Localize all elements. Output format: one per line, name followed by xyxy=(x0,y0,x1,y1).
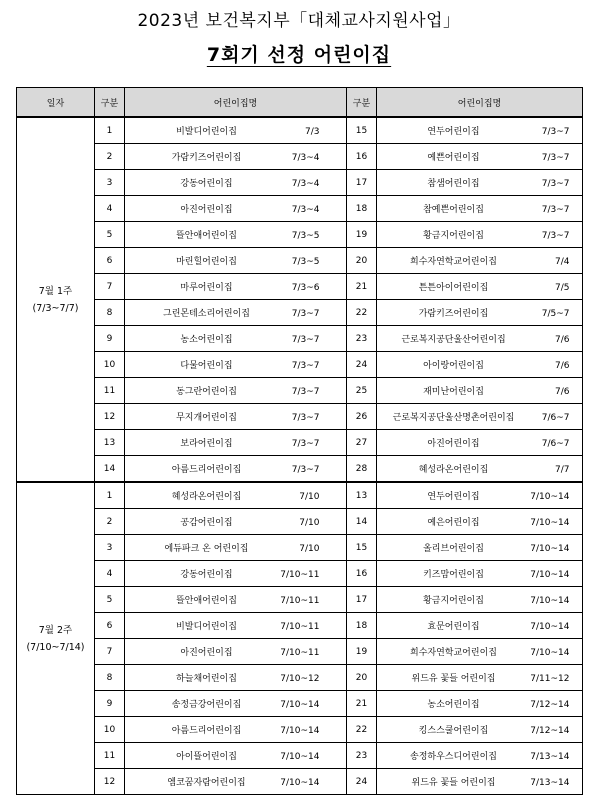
center-name-right: 재미난어린이집 xyxy=(423,387,484,397)
table-row xyxy=(17,639,583,665)
row-number-left: 11 xyxy=(95,378,125,404)
center-name-right: 참예쁜어린이집 xyxy=(423,205,484,215)
center-cell-left xyxy=(125,430,347,456)
row-number-left: 1 xyxy=(95,482,125,509)
table-row xyxy=(17,509,583,535)
center-date-right: 7/6~7 xyxy=(541,439,570,449)
center-cell-right xyxy=(377,300,583,326)
table-row xyxy=(17,561,583,587)
center-cell-left xyxy=(125,300,347,326)
center-cell-left xyxy=(125,561,347,587)
row-number-left: 8 xyxy=(95,300,125,326)
center-date-right: 7/4 xyxy=(555,257,570,267)
row-number-right: 16 xyxy=(347,144,377,170)
table-row xyxy=(17,352,583,378)
center-name-left: 뜰안애어린이집 xyxy=(176,231,237,241)
center-cell-right xyxy=(377,117,583,144)
center-date-right: 7/3~7 xyxy=(541,231,570,241)
center-name-left: 에듀파크 온 어린이집 xyxy=(164,544,249,554)
center-name-left: 비발디어린이집 xyxy=(176,622,237,632)
table-row xyxy=(17,144,583,170)
table-row xyxy=(17,535,583,561)
center-cell-left xyxy=(125,170,347,196)
document-subtitle xyxy=(0,40,598,67)
center-name-right: 혜성라온어린이집 xyxy=(418,465,489,475)
center-name-right: 올리브어린이집 xyxy=(423,544,484,554)
row-number-left: 13 xyxy=(95,430,125,456)
center-name-left: 마루어린이집 xyxy=(180,283,233,293)
center-date-left: 7/10 xyxy=(299,492,320,502)
center-date-right: 7/7 xyxy=(555,465,570,475)
center-name-left: 그린몬테소리어린이집 xyxy=(163,309,250,319)
row-number-left: 14 xyxy=(95,456,125,483)
center-date-right: 7/6 xyxy=(555,387,570,397)
center-cell-right xyxy=(377,404,583,430)
table-row xyxy=(17,613,583,639)
center-cell-left xyxy=(125,717,347,743)
center-date-left: 7/3~4 xyxy=(291,179,320,189)
center-name-right: 연두어린이집 xyxy=(427,127,480,137)
row-number-left: 10 xyxy=(95,352,125,378)
center-date-left: 7/10~14 xyxy=(280,700,320,710)
row-number-left: 4 xyxy=(95,196,125,222)
document-title: 2023년 보건복지부「대체교사지원사업」 xyxy=(137,11,461,31)
table-row xyxy=(17,691,583,717)
center-cell-right xyxy=(377,274,583,300)
center-date-left: 7/3~7 xyxy=(291,335,320,345)
center-cell-right xyxy=(377,378,583,404)
center-cell-left xyxy=(125,639,347,665)
center-date-left: 7/3~7 xyxy=(291,413,320,423)
center-date-left: 7/3 xyxy=(305,127,320,137)
row-number-right: 28 xyxy=(347,456,377,483)
table-row xyxy=(17,769,583,795)
center-cell-left xyxy=(125,404,347,430)
center-date-right: 7/12~14 xyxy=(530,700,570,710)
center-cell-right xyxy=(377,535,583,561)
center-cell-left xyxy=(125,222,347,248)
selection-table xyxy=(16,87,583,795)
center-date-right: 7/10~14 xyxy=(530,596,570,606)
center-cell-right xyxy=(377,222,583,248)
center-date-right: 7/3~7 xyxy=(541,205,570,215)
center-date-left: 7/3~4 xyxy=(291,205,320,215)
center-name-right: 예쁜어린이집 xyxy=(427,153,480,163)
center-date-right: 7/13~14 xyxy=(530,778,570,788)
center-name-right: 예은어린이집 xyxy=(427,518,480,528)
row-number-right: 17 xyxy=(347,170,377,196)
center-name-right: 위드유 꽃들 어린이집 xyxy=(411,778,496,788)
center-date-left: 7/10~11 xyxy=(280,622,320,632)
center-date-left: 7/3~6 xyxy=(291,283,320,293)
center-cell-right xyxy=(377,430,583,456)
center-date-right: 7/10~14 xyxy=(530,622,570,632)
table-row xyxy=(17,326,583,352)
week-range: (7/3~7/7) xyxy=(32,302,79,314)
row-number-right: 22 xyxy=(347,717,377,743)
center-date-left: 7/10~11 xyxy=(280,596,320,606)
center-name-left: 강동어린이집 xyxy=(180,570,233,580)
center-name-left: 가람키즈어린이집 xyxy=(171,153,242,163)
center-name-left: 엠코꿈자람어린이집 xyxy=(167,778,246,788)
center-cell-left xyxy=(125,144,347,170)
center-name-right: 효문어린이집 xyxy=(427,622,480,632)
center-name-left: 무지개어린이집 xyxy=(176,413,237,423)
row-number-left: 12 xyxy=(95,769,125,795)
center-name-left: 아름드리어린이집 xyxy=(171,465,242,475)
row-number-left: 2 xyxy=(95,144,125,170)
center-cell-left xyxy=(125,378,347,404)
table-body xyxy=(17,117,583,795)
center-cell-right xyxy=(377,170,583,196)
row-number-right: 20 xyxy=(347,248,377,274)
header-category-1: 구분 xyxy=(95,88,125,118)
center-cell-right xyxy=(377,561,583,587)
center-cell-left xyxy=(125,326,347,352)
table-row xyxy=(17,248,583,274)
center-cell-left xyxy=(125,456,347,483)
center-cell-left xyxy=(125,665,347,691)
center-name-right: 튼튼아이어린이집 xyxy=(418,283,489,293)
center-cell-left xyxy=(125,535,347,561)
center-date-left: 7/10~11 xyxy=(280,570,320,580)
center-date-left: 7/10~11 xyxy=(280,648,320,658)
center-name-right: 아이랑어린이집 xyxy=(423,361,484,371)
center-cell-right xyxy=(377,482,583,509)
table-row xyxy=(17,378,583,404)
center-date-left: 7/10~14 xyxy=(280,726,320,736)
table-row xyxy=(17,300,583,326)
center-name-right: 황금지어린이집 xyxy=(423,231,484,241)
table-row xyxy=(17,430,583,456)
center-cell-right xyxy=(377,509,583,535)
center-date-right: 7/12~14 xyxy=(530,726,570,736)
table-row xyxy=(17,743,583,769)
row-number-right: 15 xyxy=(347,535,377,561)
row-number-right: 15 xyxy=(347,117,377,144)
table-row xyxy=(17,587,583,613)
header-category-2: 구분 xyxy=(347,88,377,118)
row-number-right: 18 xyxy=(347,613,377,639)
center-date-right: 7/3~7 xyxy=(541,179,570,189)
table-row xyxy=(17,222,583,248)
center-name-left: 아이뜰어린이집 xyxy=(176,752,237,762)
row-number-right: 18 xyxy=(347,196,377,222)
center-date-left: 7/3~7 xyxy=(291,387,320,397)
center-name-right: 근로복지공단울산명촌어린이집 xyxy=(392,413,515,423)
row-number-right: 16 xyxy=(347,561,377,587)
center-date-left: 7/3~7 xyxy=(291,309,320,319)
row-number-right: 26 xyxy=(347,404,377,430)
center-name-right: 송정하우스디어린이집 xyxy=(410,752,497,762)
week-range: (7/10~7/14) xyxy=(26,641,85,653)
center-name-left: 비발디어린이집 xyxy=(176,127,237,137)
center-name-right: 참샘어린이집 xyxy=(427,179,480,189)
center-date-right: 7/13~14 xyxy=(530,752,570,762)
row-number-left: 6 xyxy=(95,613,125,639)
row-number-right: 19 xyxy=(347,222,377,248)
center-name-left: 농소어린이집 xyxy=(180,335,233,345)
center-cell-right xyxy=(377,456,583,483)
center-date-left: 7/3~5 xyxy=(291,257,320,267)
center-cell-right xyxy=(377,144,583,170)
row-number-left: 12 xyxy=(95,404,125,430)
center-cell-right xyxy=(377,691,583,717)
subtitle-text: 7회기 선정 어린이집 xyxy=(206,44,392,66)
center-date-left: 7/3~4 xyxy=(291,153,320,163)
table-row xyxy=(17,117,583,144)
center-cell-left xyxy=(125,691,347,717)
center-cell-right xyxy=(377,639,583,665)
center-date-right: 7/10~14 xyxy=(530,518,570,528)
row-number-right: 14 xyxy=(347,509,377,535)
row-number-right: 21 xyxy=(347,691,377,717)
center-cell-right xyxy=(377,717,583,743)
center-cell-left xyxy=(125,352,347,378)
row-number-left: 1 xyxy=(95,117,125,144)
center-name-right: 키즈맘어린이집 xyxy=(423,570,484,580)
center-name-left: 다물어린이집 xyxy=(180,361,233,371)
center-date-right: 7/5~7 xyxy=(541,309,570,319)
center-name-right: 황금지어린이집 xyxy=(423,596,484,606)
center-name-left: 뜰안애어린이집 xyxy=(176,596,237,606)
center-cell-left xyxy=(125,587,347,613)
row-number-left: 8 xyxy=(95,665,125,691)
header-name-1: 어린이집명 xyxy=(125,88,347,118)
center-date-right: 7/3~7 xyxy=(541,127,570,137)
center-date-right: 7/5 xyxy=(555,283,570,293)
table-row xyxy=(17,404,583,430)
row-number-right: 25 xyxy=(347,378,377,404)
header-date: 일자 xyxy=(17,88,95,118)
center-name-left: 동그란어린이집 xyxy=(176,387,237,397)
center-date-right: 7/6 xyxy=(555,361,570,371)
row-number-left: 9 xyxy=(95,691,125,717)
row-number-right: 22 xyxy=(347,300,377,326)
row-number-right: 19 xyxy=(347,639,377,665)
center-name-right: 아진어린이집 xyxy=(427,439,480,449)
center-name-left: 송정금강어린이집 xyxy=(171,700,242,710)
center-cell-left xyxy=(125,117,347,144)
table-row xyxy=(17,482,583,509)
center-cell-left xyxy=(125,196,347,222)
center-date-left: 7/10 xyxy=(299,544,320,554)
center-date-left: 7/10~14 xyxy=(280,752,320,762)
center-cell-left xyxy=(125,769,347,795)
center-cell-right xyxy=(377,196,583,222)
center-date-right: 7/10~14 xyxy=(530,570,570,580)
center-name-left: 보라어린이집 xyxy=(180,439,233,449)
week-cell xyxy=(17,117,95,482)
center-cell-right xyxy=(377,587,583,613)
row-number-left: 7 xyxy=(95,639,125,665)
center-date-right: 7/10~14 xyxy=(530,492,570,502)
row-number-right: 24 xyxy=(347,769,377,795)
center-name-right: 킹스스쿨어린이집 xyxy=(418,726,489,736)
table-row xyxy=(17,665,583,691)
row-number-left: 10 xyxy=(95,717,125,743)
center-cell-right xyxy=(377,743,583,769)
center-date-right: 7/6~7 xyxy=(541,413,570,423)
center-cell-left xyxy=(125,274,347,300)
row-number-left: 6 xyxy=(95,248,125,274)
row-number-left: 11 xyxy=(95,743,125,769)
row-number-right: 20 xyxy=(347,665,377,691)
table-row xyxy=(17,456,583,483)
center-cell-right xyxy=(377,769,583,795)
center-cell-left xyxy=(125,482,347,509)
week-label: 7월 2주 xyxy=(38,624,73,636)
center-cell-left xyxy=(125,509,347,535)
center-name-left: 아름드리어린이집 xyxy=(171,726,242,736)
row-number-left: 3 xyxy=(95,170,125,196)
center-name-left: 아진어린이집 xyxy=(180,205,233,215)
week-label: 7월 1주 xyxy=(38,285,73,297)
row-number-right: 13 xyxy=(347,482,377,509)
center-cell-right xyxy=(377,326,583,352)
center-name-right: 농소어린이집 xyxy=(427,700,480,710)
center-date-right: 7/11~12 xyxy=(530,674,570,684)
center-date-left: 7/10~14 xyxy=(280,778,320,788)
center-cell-right xyxy=(377,665,583,691)
row-number-left: 5 xyxy=(95,222,125,248)
center-date-right: 7/6 xyxy=(555,335,570,345)
table-row xyxy=(17,170,583,196)
center-name-left: 아진어린이집 xyxy=(180,648,233,658)
center-date-left: 7/3~7 xyxy=(291,361,320,371)
center-date-left: 7/3~5 xyxy=(291,231,320,241)
table-row xyxy=(17,717,583,743)
row-number-right: 17 xyxy=(347,587,377,613)
center-cell-right xyxy=(377,248,583,274)
center-name-right: 위드유 꽃들 어린이집 xyxy=(411,674,496,684)
row-number-left: 4 xyxy=(95,561,125,587)
row-number-right: 27 xyxy=(347,430,377,456)
center-name-left: 혜성라온어린이집 xyxy=(171,492,242,502)
center-date-left: 7/10~12 xyxy=(280,674,320,684)
center-cell-left xyxy=(125,613,347,639)
center-date-left: 7/3~7 xyxy=(291,439,320,449)
header-name-2: 어린이집명 xyxy=(377,88,583,118)
table-row xyxy=(17,274,583,300)
center-date-right: 7/10~14 xyxy=(530,648,570,658)
center-name-right: 근로복지공단울산어린이집 xyxy=(401,335,506,345)
center-name-left: 공감어린이집 xyxy=(180,518,233,528)
table-row xyxy=(17,196,583,222)
center-name-right: 연두어린이집 xyxy=(427,492,480,502)
center-date-right: 7/3~7 xyxy=(541,153,570,163)
row-number-right: 21 xyxy=(347,274,377,300)
center-name-right: 희수자연학교어린이집 xyxy=(410,257,497,267)
row-number-left: 5 xyxy=(95,587,125,613)
center-date-left: 7/10 xyxy=(299,518,320,528)
center-name-left: 마린힐어린이집 xyxy=(176,257,237,267)
row-number-right: 24 xyxy=(347,352,377,378)
row-number-left: 3 xyxy=(95,535,125,561)
row-number-right: 23 xyxy=(347,326,377,352)
table-header-row xyxy=(17,88,583,118)
row-number-right: 23 xyxy=(347,743,377,769)
center-name-left: 강동어린이집 xyxy=(180,179,233,189)
center-name-left: 하늘채어린이집 xyxy=(176,674,237,684)
center-cell-left xyxy=(125,248,347,274)
row-number-left: 2 xyxy=(95,509,125,535)
row-number-left: 9 xyxy=(95,326,125,352)
center-cell-left xyxy=(125,743,347,769)
center-cell-right xyxy=(377,613,583,639)
center-date-right: 7/10~14 xyxy=(530,544,570,554)
center-date-left: 7/3~7 xyxy=(291,465,320,475)
center-name-right: 가람키즈어린이집 xyxy=(418,309,489,319)
center-name-right: 희수자연학교어린이집 xyxy=(410,648,497,658)
center-cell-right xyxy=(377,352,583,378)
row-number-left: 7 xyxy=(95,274,125,300)
week-cell xyxy=(17,482,95,795)
